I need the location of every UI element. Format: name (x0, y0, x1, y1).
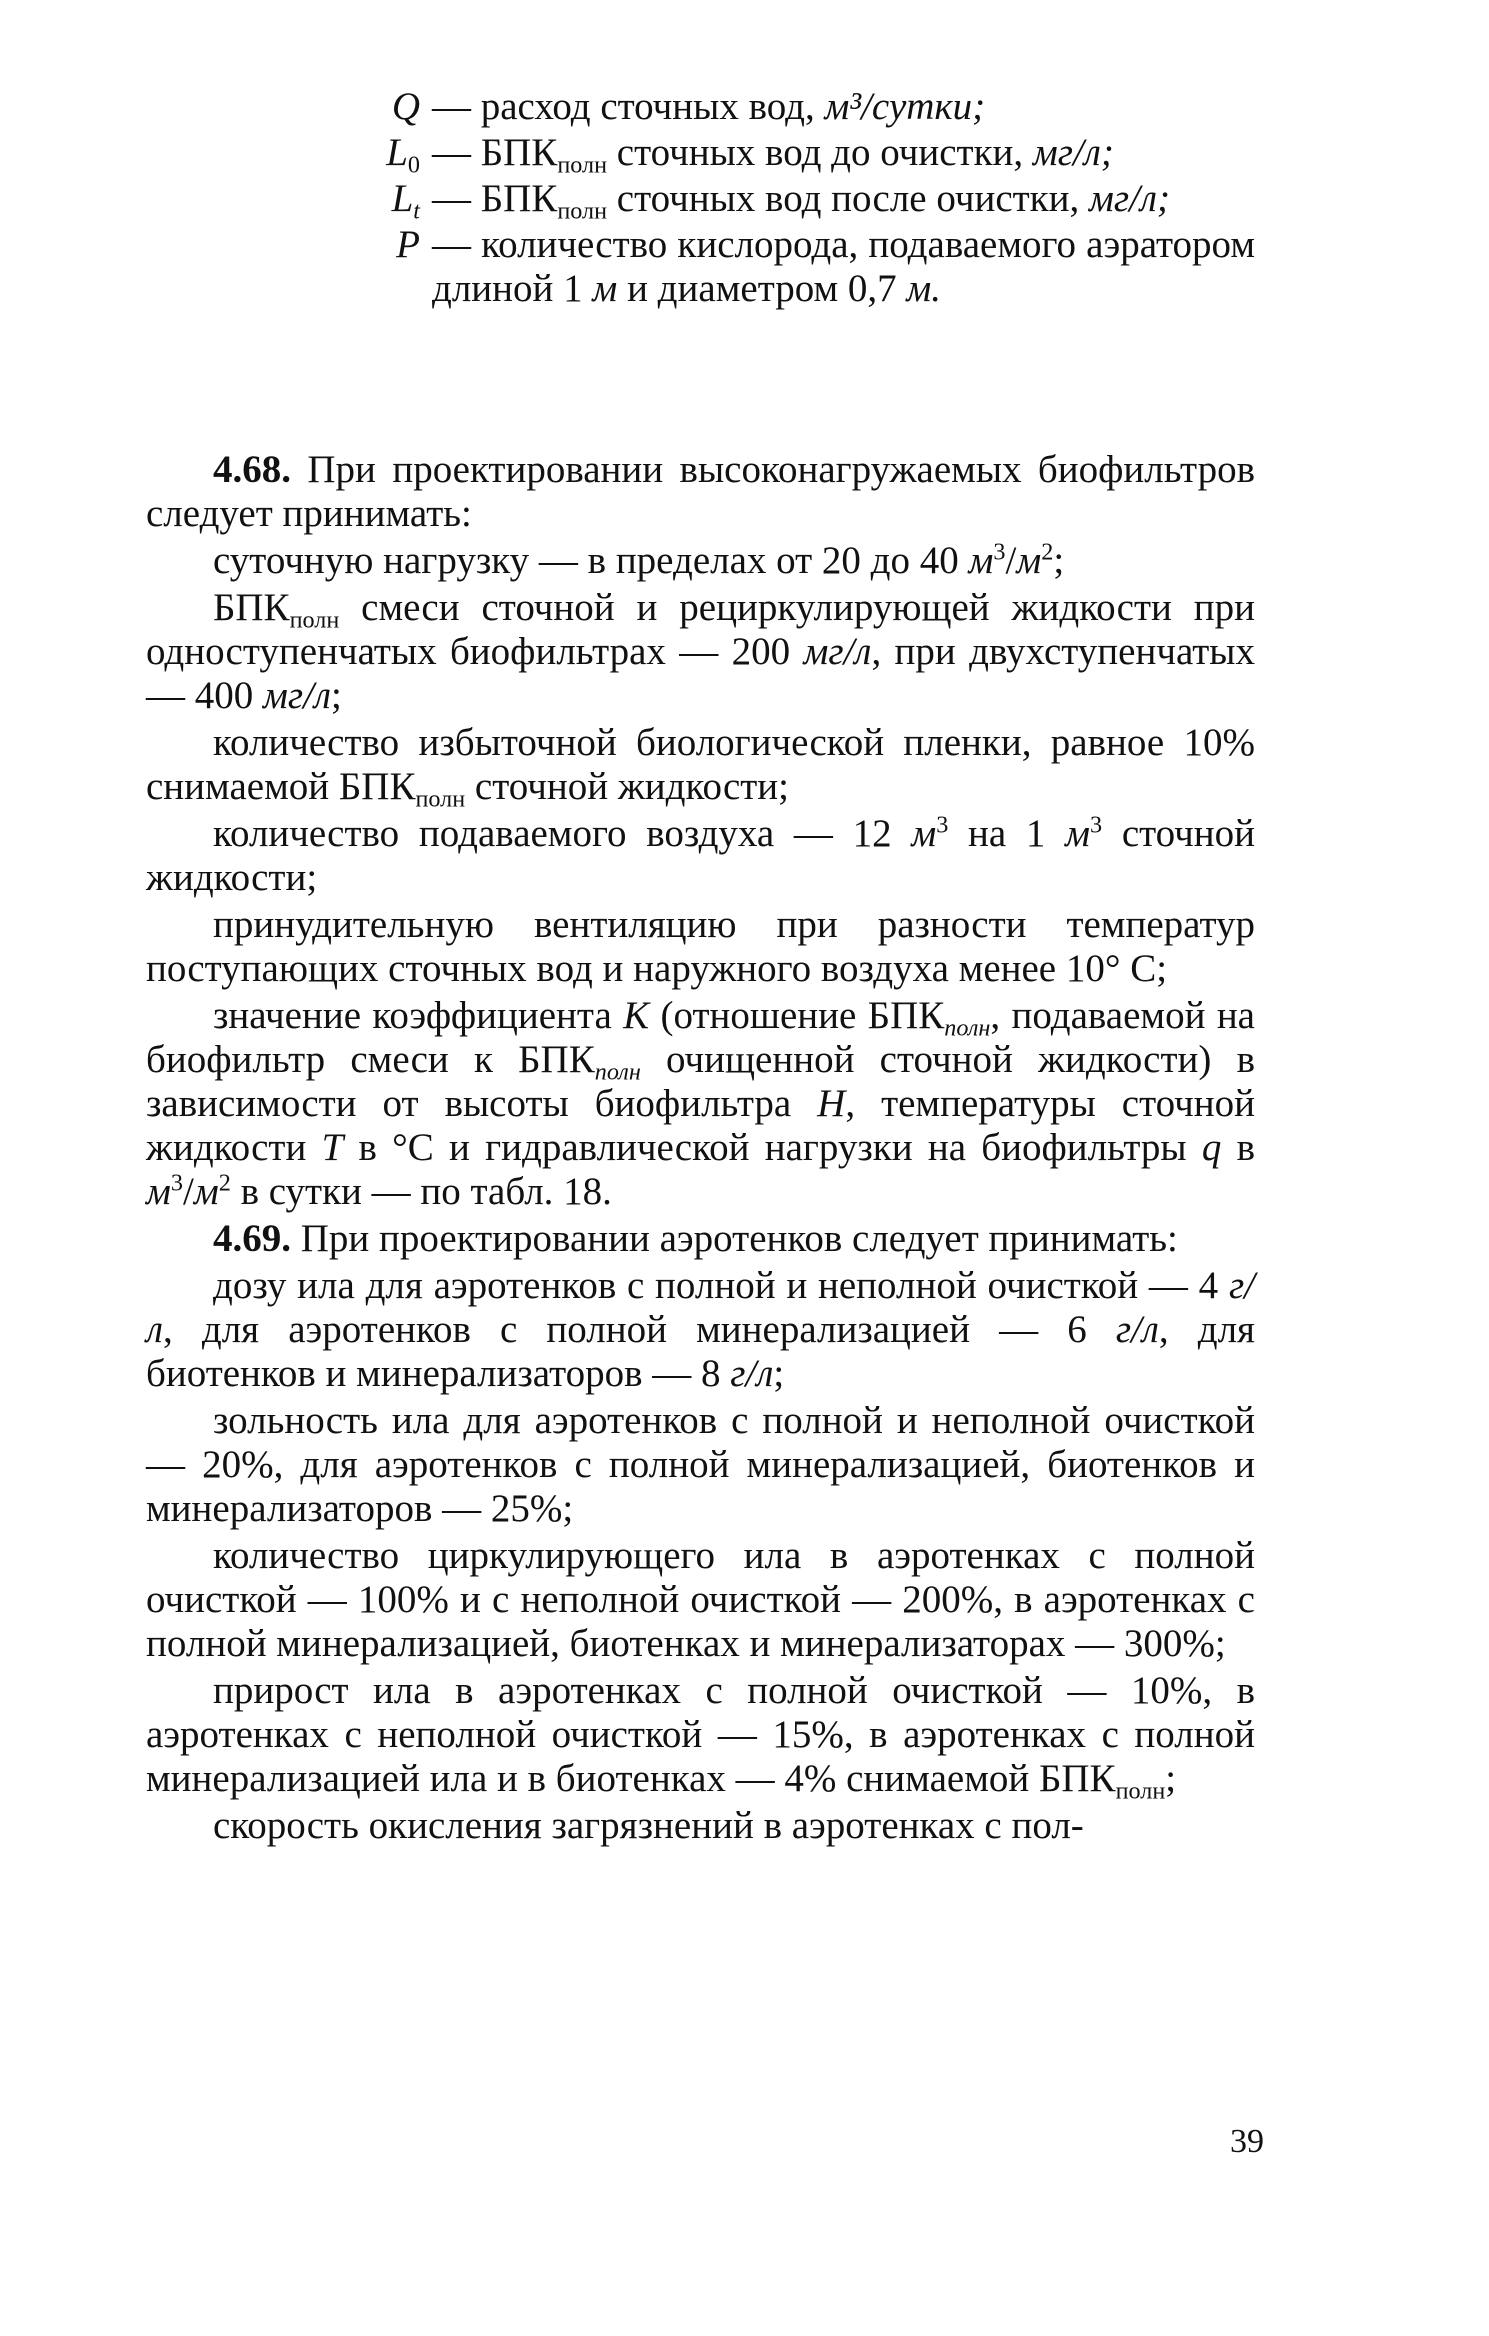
list-item: $БПК_{полн}$ смеси сточной и рециркулирующей жидкости при одноступенчатых биофильтрах — 200 мг/л, при двухступенчатых — 400 мг/л; (146, 586, 1255, 717)
list-item: количество циркулирующего ила в аэротенках с полной очисткой — 100% и с неполной очисткой — 200%, в аэротенках с полной минерализацией, биотенках и минерализаторах — 300%; (146, 1534, 1255, 1665)
list-item: дозу ила для аэротенков с полной и неполной очисткой — 4 г/л, для аэротенков с полной минерализацией — 6 г/л, для биотенков и минерализаторов — 8 г/л; (146, 1264, 1255, 1395)
definition-l0: $L_0$ — $БПК_{полн}$ сточных вод до очистки, мг/л; (386, 131, 1114, 179)
list-item: зольность ила для аэротенков с полной и неполной очисткой — 20%, для аэротенков с полной минерализацией, биотенков и минерализаторов — 25%; (146, 1399, 1255, 1530)
list-item: принудительную вентиляцию при разности температур поступающих сточных вод и наружного воздуха менее 10° С; (146, 903, 1255, 990)
list-item: количество избыточной биологической пленки, равное 10% снимаемой $БПК_{полн}$ сточной жидкости; (146, 721, 1255, 813)
symbol-q: Q (391, 85, 420, 128)
list-item: значение коэффициента K (отношение $БПК_{полн}$, подаваемой на биофильтр смеси к $БПК_{полн}$ очищенной сточной жидкости) в зависимости от высоты биофильтра H, температуры сточной жидкости T в °С и гидравлической нагрузки на биофильтры q в $м^3/м^2$ в сутки — по табл. 18. (146, 994, 1256, 1213)
symbol-definitions (320, 85, 1255, 313)
list-item: суточную нагрузку — в пределах от 20 до 40 $м^3/м^2$; (213, 538, 1065, 582)
page-number: 39 (1230, 2123, 1264, 2160)
section-4-68-heading: 4.68. При проектировании высоконагружаемых биофильтров следует принимать: (146, 448, 1255, 535)
definition-p: P — количество кислорода, подаваемого аэратором длиной 1 м и диаметром 0,7 м. (396, 223, 1255, 310)
definition-lt: $L_t$ — $БПК_{полн}$ сточных вод после очистки, мг/л; (391, 177, 1170, 225)
main-text (146, 448, 1255, 1851)
list-item: скорость окисления загрязнений в аэротенках с пол- (213, 1804, 1084, 1847)
list-item: прирост ила в аэротенках с полной очисткой — 10%, в аэротенках с неполной очисткой — 15%, в аэротенках с полной минерализацией ила и в биотенках — 4% снимаемой $БПК_{полн}$; (146, 1669, 1255, 1805)
list-item: количество подаваемого воздуха — 12 $м^3$ на 1 $м^3$ сточной жидкости; (146, 811, 1256, 899)
section-4-69-heading: 4.69. При проектировании аэротенков следует принимать: (213, 1217, 1178, 1260)
definition-q: Q — расход сточных вод, м³/сутки; (320, 85, 1255, 129)
